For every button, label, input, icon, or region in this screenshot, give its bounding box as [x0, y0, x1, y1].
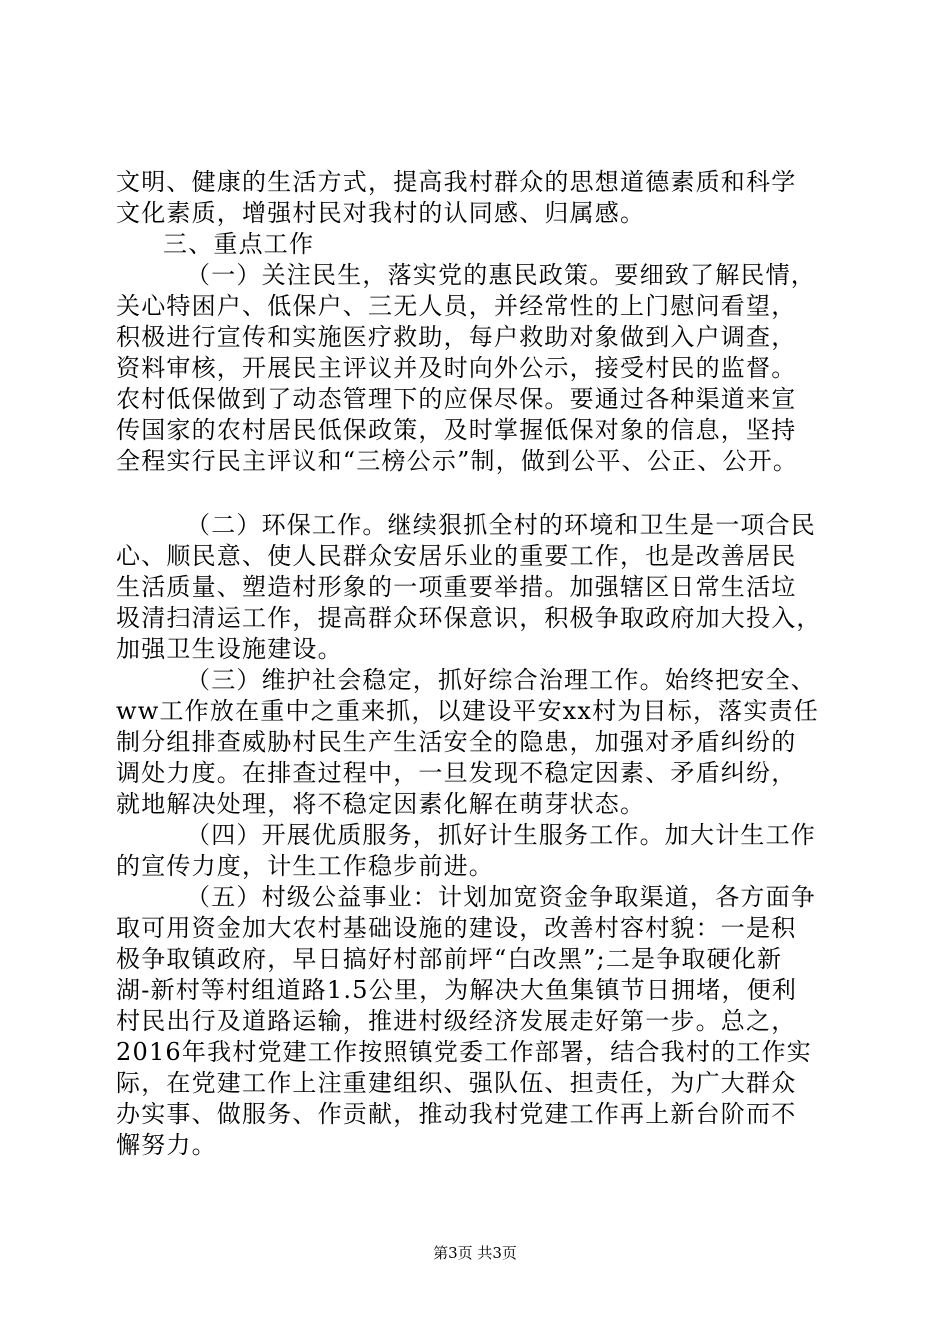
paragraph-item-3 [116, 665, 856, 820]
paragraph-item-1 [116, 260, 856, 477]
text-line: 制分组排查威胁村民生产生活安全的隐患，加强对矛盾纠纷的 [116, 728, 797, 756]
text-line: （四）开展优质服务，抓好计生服务工作。加大计生工作 [186, 821, 816, 849]
document-body [116, 167, 856, 1161]
text-line: 心、顺民意、使人民群众安居乐业的重要工作，也是改善居民 [116, 542, 797, 570]
text-line: 就地解决处理，将不稳定因素化解在萌芽状态。 [116, 790, 646, 818]
text-line: 文明、健康的生活方式，提高我村群众的思想道德素质和科学 [116, 168, 797, 196]
text-line: 际，在党建工作上注重建组织、强队伍、担责任，为广大群众 [116, 1069, 797, 1097]
text-line: 生活质量、塑造村形象的一项重要举措。加强辖区日常生活垃 [116, 573, 797, 601]
text-line: 的宣传力度，计生工作稳步前进。 [116, 852, 494, 880]
text-line: （一）关注民生，落实党的惠民政策。要细致了解民情， [186, 261, 816, 289]
text-line: ww工作放在重中之重来抓，以建设平安xx村为目标，落实责任 [116, 697, 819, 725]
text-line: 关心特困户、低保户、三无人员，并经常性的上门慰问看望， [116, 292, 797, 320]
section-title: 三、重点工作 [163, 230, 315, 258]
text-line: 文化素质，增强村民对我村的认同感、归属感。 [116, 199, 646, 227]
text-line: 圾清扫清运工作，提高群众环保意识，积极争取政府加大投入， [116, 604, 822, 632]
text-line: 积极进行宣传和实施医疗救助，每户救助对象做到入户调查， [116, 323, 797, 351]
paragraph-gap [116, 477, 856, 510]
text-line: 取可用资金加大农村基础设施的建设，改善村容村貌：一是积 [116, 914, 797, 942]
text-line: 村民出行及道路运输，推进村级经济发展走好第一步。总之， [116, 1007, 797, 1035]
text-line: 2016年我村党建工作按照镇党委工作部署，结合我村的工作实 [116, 1038, 812, 1066]
text-line: 调处力度。在排查过程中，一旦发现不稳定因素、矛盾纠纷， [116, 759, 797, 787]
paragraph-item-4 [116, 820, 856, 882]
text-line: 加强卫生设施建设。 [116, 635, 343, 663]
text-line: 湖-新村等村组道路1.5公里，为解决大鱼集镇节日拥堵，便利 [116, 976, 798, 1004]
text-line: 懈努力。 [116, 1131, 217, 1159]
text-line: （二）环保工作。继续狠抓全村的环境和卫生是一项合民 [186, 511, 816, 539]
text-line: 资料审核，开展民主评议并及时向外公示，接受村民的监督。 [116, 354, 797, 382]
section-heading [116, 229, 856, 260]
text-line: 极争取镇政府，早日搞好村部前坪“白改黑”;二是争取硬化新 [116, 945, 783, 973]
paragraph-item-5 [116, 882, 856, 1161]
text-line: （五）村级公益事业：计划加宽资金争取渠道，各方面争 [186, 883, 816, 911]
text-line: 传国家的农村居民低保政策，及时掌握低保对象的信息，坚持 [116, 416, 797, 444]
paragraph-intro-continued [116, 167, 856, 229]
text-line: 全程实行民主评议和“三榜公示”制，做到公平、公正、公开。 [116, 447, 799, 475]
text-line: （三）维护社会稳定，抓好综合治理工作。始终把安全、 [186, 666, 816, 694]
page-footer: 第3页 共3页 [433, 1244, 517, 1262]
text-line: 农村低保做到了动态管理下的应保尽保。要通过各种渠道来宣 [116, 385, 797, 413]
paragraph-item-2 [116, 510, 856, 665]
text-line: 办实事、做服务、作贡献，推动我村党建工作再上新台阶而不 [116, 1100, 797, 1128]
